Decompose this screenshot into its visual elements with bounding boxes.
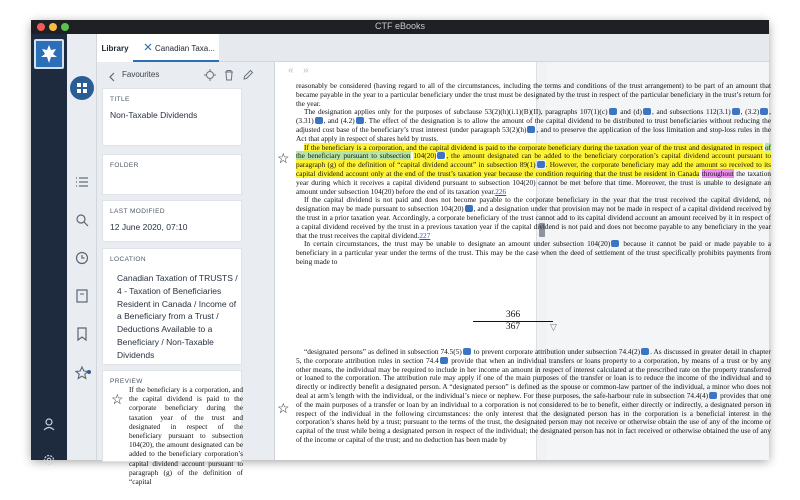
- title-value: Non-Taxable Dividends: [110, 110, 198, 120]
- paragraph-text: provide that when an individual transfers or loans property to a corporation, by means of a trust or by any other means, the individual may be required to include in her income an amount in respect of interest calculated at the prescribed rate on the property transferred or loaned to the corporation. The attribution rule may apply if one of the main purposes of the transfer or loan is to reduce the income of the individual and to directly or indirectly benefit a designated person. A “designated person” is defined as the spouse or common-law partner of the individual, a minor who does not deal at arm’s length with the individual, or the individual’s niece or nephew. For these purposes, the safe-harbour rule in subsection 74.4(4): [296, 355, 771, 400]
- reference-link-icon[interactable]: [537, 161, 545, 168]
- book-page: [296, 82, 771, 267]
- app-window: [31, 20, 772, 487]
- tab-bar-empty: [219, 34, 769, 62]
- footnote-link[interactable]: 226: [495, 186, 507, 196]
- favourites-label: Favourites: [122, 70, 160, 79]
- footnote-link[interactable]: 227: [419, 230, 431, 240]
- paragraph-text: the taxation year during which it receives a capital dividend pursuant to subsection 104(20) cannot be met before that time. Moreover, the trust is unable to designate an amount under subsection 104(20) before the end of its taxation year.: [296, 168, 772, 196]
- highlight-magenta[interactable]: throughout: [701, 168, 734, 178]
- reference-link-icon[interactable]: [641, 348, 649, 355]
- reference-link-icon[interactable]: [437, 152, 445, 159]
- highlight-green[interactable]: of the beneficiary pursuant to subsection: [296, 142, 771, 161]
- page-indicator: [473, 310, 553, 332]
- paragraph-text: because it cannot be paid or made payable to a beneficiary in a particular year under the terms of the trust. This may be the case when the deed of settlement of the trust specifically prohibits payments from being made to: [296, 239, 772, 266]
- paragraph-text: , and to preserve the application of the loss limitation and stop-loss rules in the Act that apply in respect of shares held by trusts.: [296, 124, 771, 143]
- paragraph-text: , and (4.2): [323, 116, 355, 126]
- reference-link-icon[interactable]: [440, 357, 448, 364]
- reference-link-icon[interactable]: [463, 348, 471, 355]
- back-chevron-icon[interactable]: [107, 69, 117, 79]
- tab-library[interactable]: Library: [101, 44, 129, 53]
- paragraph-text: provides that one of the main purposes of a transfer or loan by an individual to a corporation is not considered to be to benefit, either directly or indirectly, a designated person in respect of the individual in the following circumstances: the only interest that the designated person has in the corporation is a beneficial interest in the corporation’s shares held by a trust; pursuant to the terms of the trust, the designated person may not receive or otherwise obtain the use of any of the income or capital of the trust while being a designated person in respect of the individual; the designated person has not in fact received or otherwise obtained the use of any of the income or capital of the trust; and no deduction has been made by: [296, 390, 771, 444]
- paragraph-text: to prevent corporate attribution under subsection 74.4(2): [473, 347, 641, 356]
- active-indicator-dot: [87, 370, 91, 374]
- reference-link-icon[interactable]: [315, 117, 323, 124]
- notes-icon[interactable]: [74, 288, 90, 304]
- reference-link-icon[interactable]: [732, 108, 740, 115]
- library-grid-icon[interactable]: [70, 76, 94, 100]
- edit-pencil-icon[interactable]: [242, 68, 254, 80]
- modified-header: LAST MODIFIED: [110, 208, 165, 215]
- paragraph: [296, 196, 771, 240]
- reference-link-icon[interactable]: [643, 108, 651, 115]
- paragraph-text: , and a designation under that provision may not be made in respect of a capital dividend received by the trust in a prior taxation year. Accordingly, a corporate beneficiary of the trust cannot add to its capital dividend account an amount received by it in respect of a capital dividend received by the trust in a previous taxation year if the capital dividend is not paid and does not become payable to any beneficiary in the year that the trust receives the capital dividend.: [296, 204, 772, 240]
- preview-card[interactable]: [102, 370, 243, 487]
- paragraph-text: , (3.31): [296, 107, 771, 126]
- reference-link-icon[interactable]: [709, 392, 717, 399]
- current-page: 366: [473, 310, 553, 322]
- book-page-next: [296, 348, 771, 445]
- paragraph-text: . As discussed in greater detail in chapter 5, the corporate attribution rules in section 74.4: [296, 347, 771, 365]
- favourite-star-icon[interactable]: ☆: [277, 150, 290, 166]
- maple-leaf-icon: [36, 41, 62, 67]
- paragraph-text: “designated persons” as defined in subsection 74.5(5): [304, 347, 462, 356]
- paragraph: [296, 82, 771, 108]
- paragraph: [296, 240, 771, 266]
- app-logo[interactable]: [34, 39, 64, 69]
- next-page: 367: [505, 322, 521, 332]
- modified-card: [102, 200, 242, 242]
- app-rail: [31, 34, 67, 460]
- paragraph-text: The designation applies only for the purposes of subclause 53(2)(h)(i.1)(B)(II), paragraphs 107(1)(c): [304, 107, 608, 117]
- title-bar: [31, 20, 769, 34]
- folder-card[interactable]: [102, 154, 242, 195]
- delete-trash-icon[interactable]: [223, 68, 235, 80]
- highlight-yellow[interactable]: . However, the corporate beneficiary may add the amount so received to its capital dividend account only at the end of the trust’s taxation year because the condition requiring that the trust be resident in Canada: [296, 160, 772, 178]
- modified-value: 12 June 2020, 07:10: [110, 222, 188, 232]
- paragraph-text: In certain circumstances, the trust may be unable to designate an amount under subsection 104(20): [304, 239, 611, 249]
- settings-gear-icon[interactable]: [41, 452, 57, 468]
- preview-star-icon: ☆: [111, 391, 124, 407]
- paragraph: [296, 348, 771, 445]
- reference-link-icon[interactable]: [609, 108, 617, 115]
- paragraph-text: . The effect of the designation is to allow the amount of the capital dividend to be distributed to trust beneficiaries without reducing the adjusted cost base of the beneficiary’s trust interest (under paragraph 53(2)(h): [296, 116, 771, 134]
- tab-document[interactable]: [133, 34, 219, 62]
- preview-text: If the beneficiary is a corporation, and the capital dividend is paid to the corporate beneficiary during the taxation year of the trust and designated in respect of the beneficiary pursuant to subsection 104(20), the amount designated can be added to the beneficiary corporation’s capital dividend account pursuant to paragraph (g) of the definition of “capital: [129, 385, 243, 487]
- reference-link-icon[interactable]: [527, 126, 535, 133]
- reference-link-icon[interactable]: [356, 117, 364, 124]
- bookmark-icon[interactable]: [74, 326, 90, 342]
- tab-document-label: Canadian Taxa...: [155, 44, 215, 53]
- title-header: TITLE: [110, 96, 130, 103]
- favourites-header: [97, 62, 275, 86]
- page-dropdown-chevron-icon[interactable]: ▽: [550, 322, 557, 332]
- favourite-star-icon[interactable]: ☆: [277, 400, 290, 416]
- highlight-yellow[interactable]: 104(20): [413, 151, 437, 161]
- favourites-panel: [97, 62, 275, 487]
- title-card: [102, 88, 242, 146]
- paragraph-text: If the capital dividend is not paid and does not become payable to the corporate beneficiary in the year that the trust received the capital dividend, no designation may be made pursuant to subsection 104(20): [296, 195, 771, 214]
- paragraph-text: , (3.2): [740, 107, 760, 117]
- paragraph-text: reasonably be considered (having regard to all of the circumstances, including the terms and conditions of the trust arrangement) to be part of an amount that became payable in the year to a particular beneficiary under the trust must be designated by the trust in respect of the particular beneficiary in the trust’s return for the year.: [296, 81, 771, 108]
- window-title: CTF eBooks: [374, 21, 425, 31]
- user-icon[interactable]: [41, 416, 57, 432]
- previous-chevron-icon[interactable]: «: [288, 65, 294, 76]
- table-of-contents-icon[interactable]: [74, 174, 90, 190]
- reference-link-icon[interactable]: [760, 108, 768, 115]
- history-clock-icon[interactable]: [74, 250, 90, 266]
- folder-header: FOLDER: [110, 162, 139, 169]
- location-header: LOCATION: [110, 256, 146, 263]
- search-icon[interactable]: [74, 212, 90, 228]
- highlight-yellow[interactable]: If the beneficiary is a corporation, and the capital dividend is paid to the corporate beneficiary during the taxation year of the trust and designated in respect: [304, 142, 763, 152]
- location-value: Canadian Taxation of TRUSTS / 4 - Taxation of Beneficiaries Resident in Canada / Income of a Beneficiary from a Trust / Deductions Available to a Beneficiary / Non-Taxable Dividends: [117, 273, 238, 360]
- reference-link-icon[interactable]: [465, 205, 473, 212]
- close-tab-icon[interactable]: [143, 42, 153, 52]
- highlight-yellow[interactable]: , the amount designated can be added to the beneficiary corporation’s capital dividend account pursuant to paragraph (g) of the definition of “capital dividend account” in subsection 89(1): [296, 151, 772, 170]
- paragraph-text: , and subsections 112(3.1): [651, 107, 731, 117]
- next-chevron-icon[interactable]: »: [303, 65, 309, 76]
- reference-link-icon[interactable]: [611, 240, 619, 247]
- paragraph: [296, 108, 771, 143]
- highlighted-paragraph[interactable]: [296, 144, 771, 197]
- navigation-icon-column: [67, 34, 97, 460]
- paragraph-text: and (d): [620, 107, 642, 117]
- locate-target-icon[interactable]: [204, 68, 216, 80]
- location-card: [102, 248, 242, 365]
- preview-header: PREVIEW: [110, 378, 143, 385]
